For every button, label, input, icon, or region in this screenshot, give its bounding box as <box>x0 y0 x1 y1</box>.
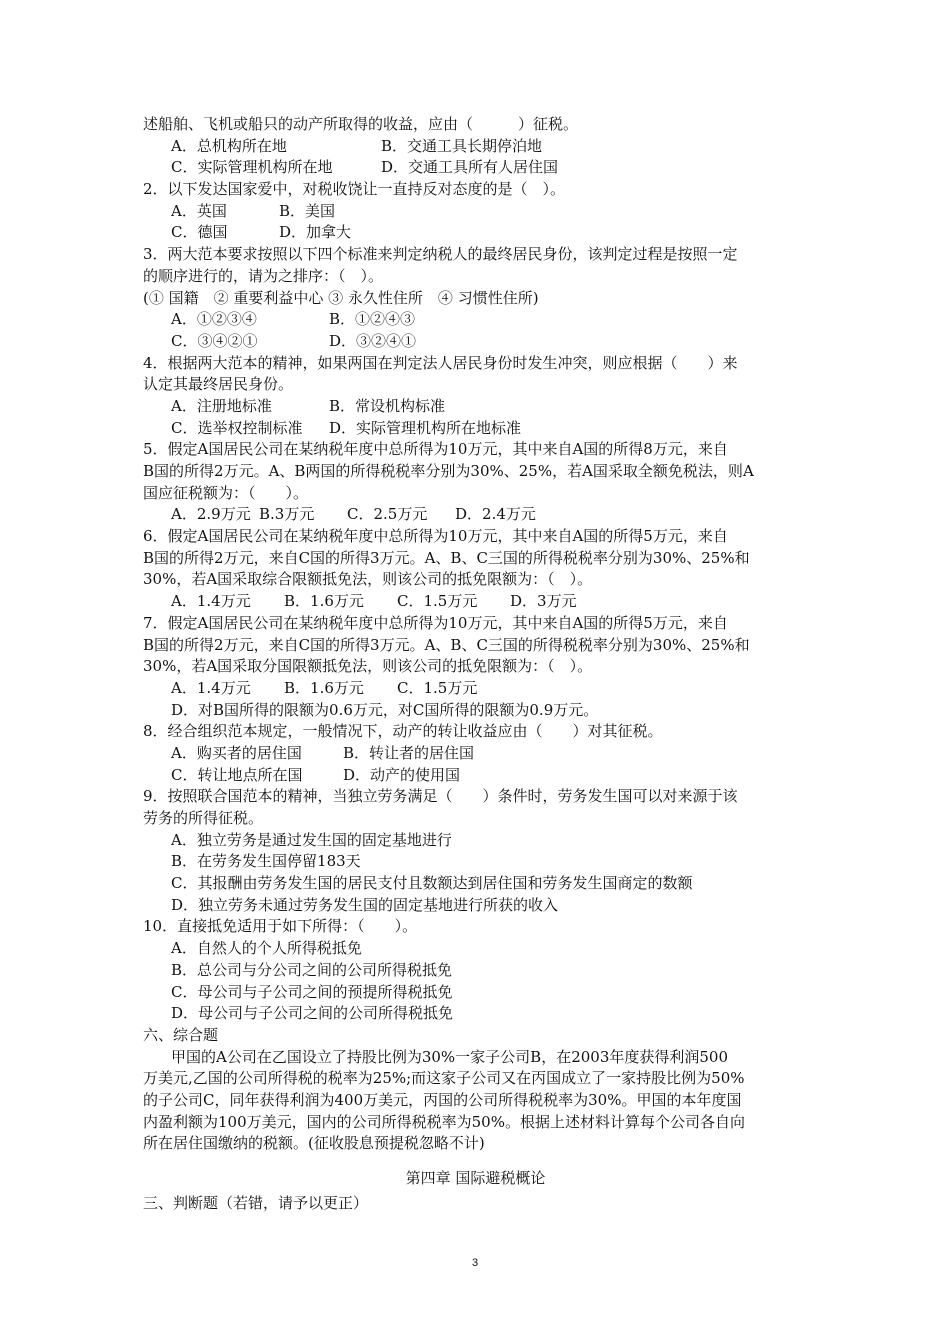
option-line <box>143 765 808 787</box>
answer-option: A．2.9万元 <box>171 505 251 524</box>
text-line: 4．根据两大范本的精神，如果两国在判定法人居民身份时发生冲突，则应根据（ ）来 <box>143 353 738 372</box>
section-heading: 三、判断题（若错，请予以更正） <box>143 1194 369 1212</box>
answer-option: D．3万元 <box>510 592 577 611</box>
option-line <box>143 157 808 179</box>
answer-option: B．转让者的居住国 <box>343 743 475 762</box>
text-line: 万美元,乙国的公司所得税的税率为25%;而这家子公司又在丙国成立了一家持股比例为50% <box>143 1069 745 1088</box>
text-line: B国的所得2万元。A、B两国的所得税税率分别为30%、25%，若A国采取全额免税法，则A <box>143 462 754 480</box>
answer-option: C．2.5万元 <box>347 505 428 524</box>
answer-option: A．英国 <box>171 201 227 220</box>
option-line <box>143 743 808 765</box>
answer-option: A．①②③④ <box>171 310 257 329</box>
answer-option: B．1.6万元 <box>284 592 364 611</box>
text-line: 9．按照联合国范本的精神，当独立劳务满足（ ）条件时，劳务发生国可以对来源于该 <box>143 787 738 806</box>
answer-option: B．①②④③ <box>329 310 416 329</box>
text-line: D．对B国所得的限额为0.6万元，对C国所得的限额为0.9万元。 <box>171 700 599 719</box>
answer-option: A．购买者的居住国 <box>171 743 302 762</box>
answer-option: D．实际管理机构所在地标准 <box>329 418 522 437</box>
page-number: 3 <box>471 1257 479 1269</box>
option-line <box>143 396 808 418</box>
answer-option: B．常设机构标准 <box>329 396 446 415</box>
paragraph-line: 甲国的A公司在乙国设立了持股比例为30%一家子公司B，在2003年度获得利润500 <box>171 1047 729 1066</box>
answer-option: B．美国 <box>279 201 336 220</box>
text-line: 8．经合组织范本规定，一般情况下，动产的转让收益应由（ ）对其征税。 <box>143 722 663 741</box>
text-line: 7．假定A国居民公司在某纳税年度中总所得为10万元，其中来自A国的所得5万元，来自 <box>143 613 728 632</box>
answer-option: A．1.4万元 <box>171 678 251 697</box>
answer-option: B．1.6万元 <box>284 678 364 697</box>
text-line: B．总公司与分公司之间的公司所得税抵免 <box>171 960 453 979</box>
answer-option: D．加拿大 <box>279 223 352 242</box>
answer-option: D．动产的使用国 <box>343 765 461 784</box>
text-line: A．自然人的个人所得税抵免 <box>171 939 362 958</box>
answer-option: D．交通工具所有人居住国 <box>381 158 559 177</box>
text-line: 10．直接抵免适用于如下所得：（ ）。 <box>143 917 418 936</box>
text-line: 的子公司C，同年获得利润为400万美元，丙国的公司所得税税率为30%。甲国的本年度国 <box>143 1090 742 1109</box>
text-line: 3．两大范本要求按照以下四个标准来判定纳税人的最终居民身份，该判定过程是按照一定 <box>143 245 738 264</box>
answer-option: C．德国 <box>171 223 228 242</box>
answer-option: C．1.5万元 <box>397 592 478 611</box>
option-line <box>143 418 808 440</box>
text-line: D．母公司与子公司之间的公司所得税抵免 <box>171 1004 454 1023</box>
text-line: 述船舶、飞机或船只的动产所取得的收益，应由（ ）征税。 <box>143 115 579 133</box>
option-line <box>143 309 808 331</box>
answer-option: C．实际管理机构所在地 <box>171 158 333 177</box>
option-line <box>143 331 808 353</box>
answer-option: C．转让地点所在国 <box>171 765 303 784</box>
chapter-title: 第四章 国际避税概论 <box>405 1169 546 1187</box>
text-line: 2．以下发达国家爱中，对税收饶让一直持反对态度的是（ ）。 <box>143 180 566 199</box>
text-line: C．母公司与子公司之间的预提所得税抵免 <box>171 982 453 1001</box>
answer-option: A．1.4万元 <box>171 592 251 611</box>
option-line <box>143 222 808 244</box>
text-line: 国应征税额为：（ ）。 <box>143 483 309 502</box>
answer-option: B．交通工具长期停泊地 <box>381 136 543 155</box>
option-line <box>143 591 808 613</box>
answer-option: D．2.4万元 <box>455 505 536 524</box>
text-line: B国的所得2万元，来自C国的所得3万元。A、B、C三国的所得税税率分别为30%、25%和 <box>143 635 750 654</box>
text-line: 30%，若A国采取分国限额抵免法，则该公司的抵免限额为：（ ）。 <box>143 657 593 676</box>
text-line: 5．假定A国居民公司在某纳税年度中总所得为10万元，其中来自A国的所得8万元，来自 <box>143 440 728 459</box>
text-line: C．其报酬由劳务发生国的居民支付且数额达到居住国和劳务发生国商定的数额 <box>171 874 693 893</box>
text-line: 6．假定A国居民公司在某纳税年度中总所得为10万元，其中来自A国的所得5万元，来自 <box>143 527 728 546</box>
text-line: 认定其最终居民身份。 <box>143 375 294 394</box>
option-line <box>143 504 808 526</box>
text-line: D．独立劳务未通过劳务发生国的固定基地进行所获的收入 <box>171 895 559 914</box>
text-line: 内盈利额为100万美元，国内的公司所得税税率为50%。根据上述材料计算每个公司各自向 <box>143 1112 745 1131</box>
text-line: 六、综合题 <box>143 1025 219 1044</box>
text-line: (① 国籍 ② 重要利益中心 ③ 永久性住所 ④ 习惯性住所) <box>143 288 539 307</box>
text-line: 30%，若A国采取综合限额抵免法，则该公司的抵免限额为：（ ）。 <box>143 570 593 589</box>
option-line <box>143 201 808 223</box>
answer-option: C．③④②① <box>171 331 258 350</box>
answer-option: A．注册地标准 <box>171 396 272 415</box>
text-line: B国的所得2万元，来自C国的所得3万元。A、B、C三国的所得税税率分别为30%、25%和 <box>143 548 750 567</box>
text-line: 的顺序进行的，请为之排序：（ ）。 <box>143 266 384 285</box>
answer-option: D．③②④① <box>329 331 417 350</box>
text-line: 劳务的所得征税。 <box>143 809 264 827</box>
option-line <box>143 136 808 158</box>
answer-option: C．1.5万元 <box>397 678 478 697</box>
document-body <box>143 114 808 1215</box>
text-line: B．在劳务发生国停留183天 <box>171 852 361 871</box>
answer-option: A．总机构所在地 <box>171 136 287 155</box>
answer-option: B.3万元 <box>259 505 315 524</box>
text-line: A．独立劳务是通过发生国的固定基地进行 <box>171 830 452 849</box>
answer-option: C．选举权控制标准 <box>171 418 303 437</box>
option-line <box>143 678 808 700</box>
text-line: 所在居住国缴纳的税额。(征收股息预提税忽略不计) <box>143 1134 485 1153</box>
